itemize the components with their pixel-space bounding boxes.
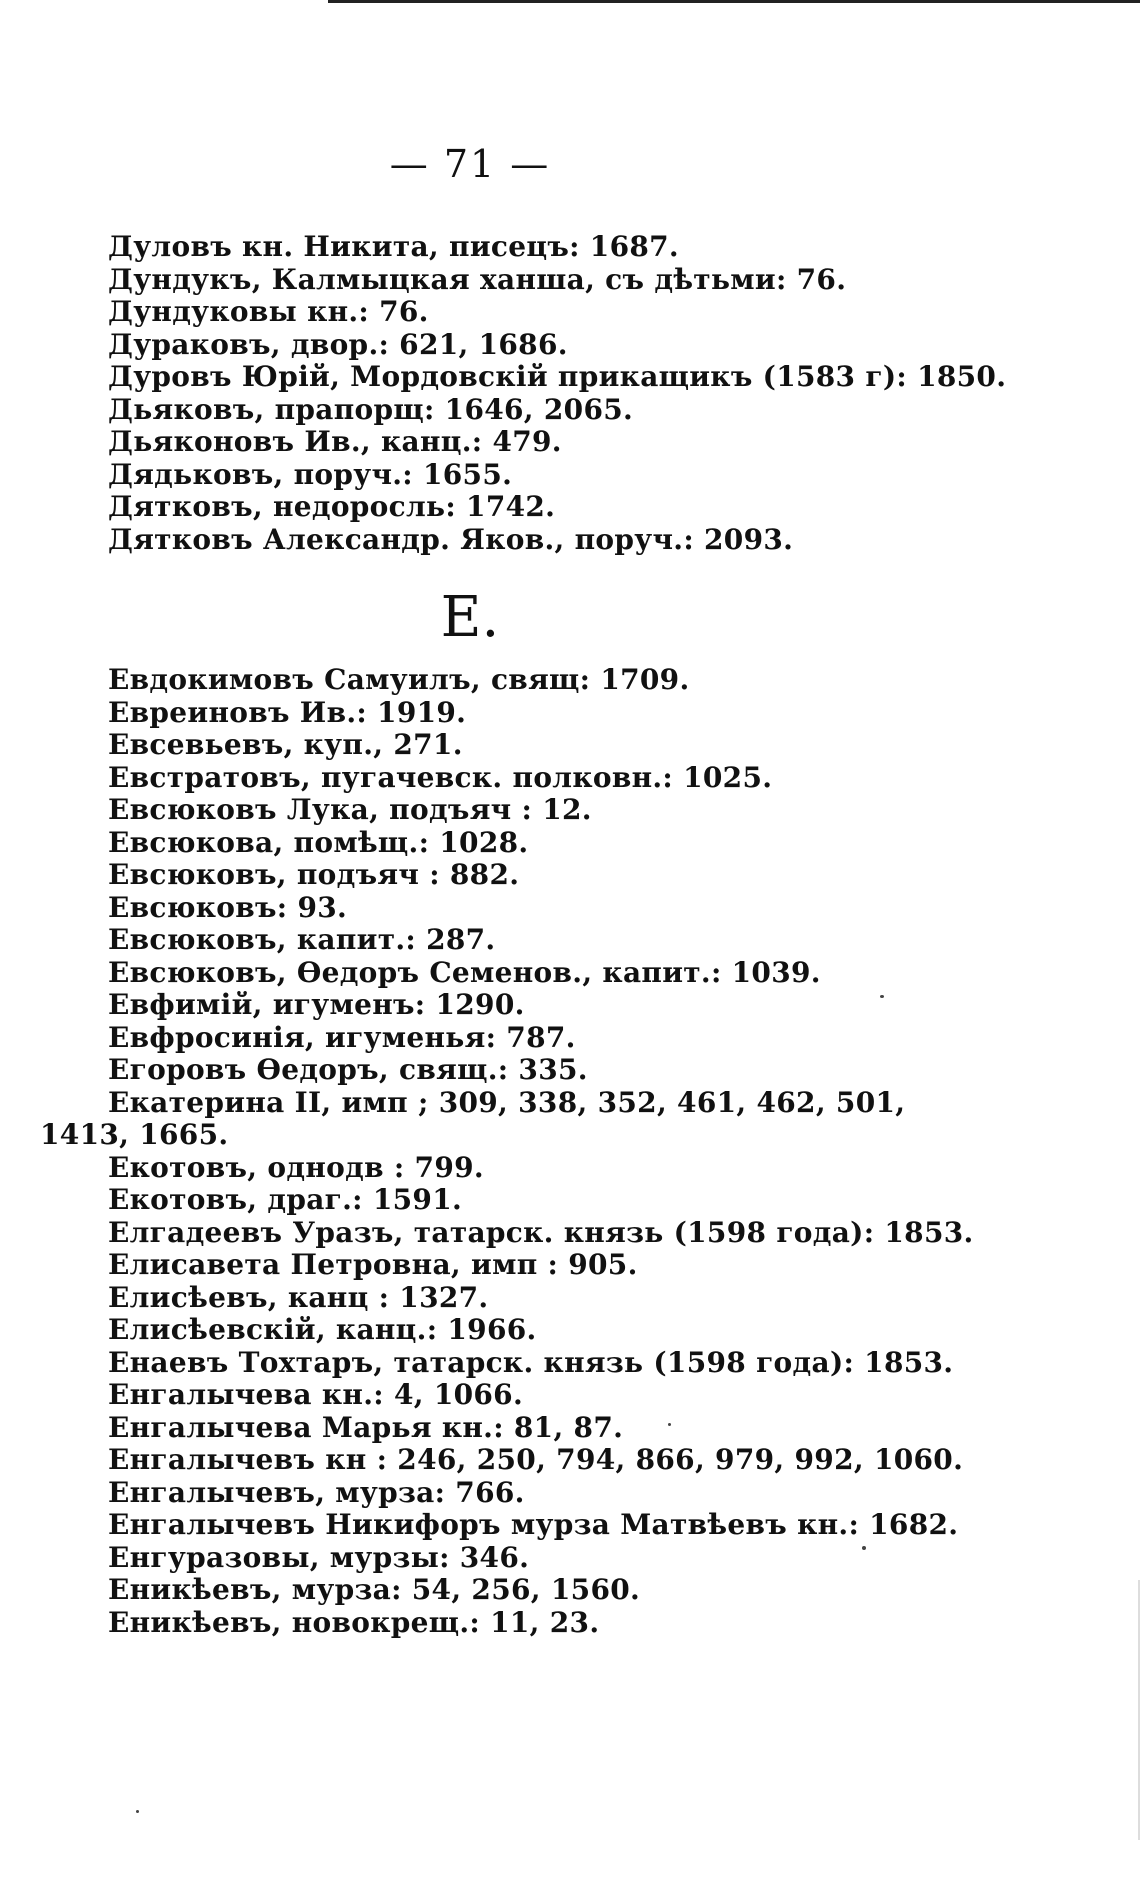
index-entry: Екатерина II, имп ; 309, 338, 352, 461, 462, 501, [108,1086,906,1119]
index-entry: Евдокимовъ Самуилъ, свящ: 1709. [108,663,690,696]
index-entry: Евсюкова, помѣщ.: 1028. [108,826,529,859]
scan-speck [862,1546,866,1550]
index-entry: Евсюковъ, капит.: 287. [108,923,496,956]
index-entry: Енгалычева кн.: 4, 1066. [108,1378,524,1411]
index-entry: Екотовъ, драг.: 1591. [108,1183,463,1216]
index-entry: Екотовъ, однодв : 799. [108,1151,484,1184]
index-entry: Евсевьевъ, куп., 271. [108,728,463,761]
index-entry: Енгалычевъ кн : 246, 250, 794, 866, 979, 992, 1060. [108,1443,964,1476]
page-number: — 71 — [389,142,551,186]
index-entry: Елисавета Петровна, имп : 905. [108,1248,638,1281]
index-entry: Евфимій, игуменъ: 1290. [108,988,525,1021]
index-entry: Евсюковъ: 93. [108,891,348,924]
index-entry: Енгалычевъ Никифоръ мурза Матвѣевъ кн.: 1682. [108,1508,959,1541]
index-entry: Евсюковъ Лука, подъяч : 12. [108,793,592,826]
section-letter: Е. [440,585,500,650]
top-rule [328,0,1140,3]
index-entry: Енгалычева Марья кн.: 81, 87. [108,1411,624,1444]
index-entry: Дядьковъ, поруч.: 1655. [108,458,513,491]
index-entry: Дундукъ, Калмыцкая ханша, съ дѣтьми: 76. [108,263,847,296]
index-entry: Елисѣевскій, канц.: 1966. [108,1313,537,1346]
index-entry: Евфросинія, игуменья: 787. [108,1021,576,1054]
index-entry: Дундуковы кн.: 76. [108,295,429,328]
index-entry: Евсюковъ, подъяч : 882. [108,858,520,891]
scan-speck [880,995,884,998]
index-entry: Дятковъ, недоросль: 1742. [108,490,556,523]
index-entry: Евстратовъ, пугачевск. полковн.: 1025. [108,761,773,794]
index-entry: Дьяконовъ Ив., канц.: 479. [108,425,562,458]
index-entry: Дуровъ Юрій, Мордовскій прикащикъ (1583 г): 1850. [108,360,1007,393]
index-entry: Енгалычевъ, мурза: 766. [108,1476,525,1509]
index-entry: Енаевъ Тохтаръ, татарск. князь (1598 года): 1853. [108,1346,954,1379]
index-entry: Евреиновъ Ив.: 1919. [108,696,467,729]
index-entry-continuation: 1413, 1665. [40,1118,229,1151]
index-entry: Елгадеевъ Уразъ, татарск. князь (1598 года): 1853. [108,1216,974,1249]
index-entry: Дьяковъ, прапорщ: 1646, 2065. [108,393,634,426]
scan-speck [668,1423,671,1426]
index-entry: Дураковъ, двор.: 621, 1686. [108,328,568,361]
index-entry: Дуловъ кн. Никита, писецъ: 1687. [108,230,679,263]
index-entry: Еникѣевъ, новокрещ.: 11, 23. [108,1606,600,1639]
scan-speck [136,1810,139,1813]
index-entry: Енгуразовы, мурзы: 346. [108,1541,530,1574]
index-entry: Дятковъ Александр. Яков., поруч.: 2093. [108,523,794,556]
index-entry: Еникѣевъ, мурза: 54, 256, 1560. [108,1573,641,1606]
index-entry: Евсюковъ, Өедоръ Семенов., капит.: 1039. [108,956,821,989]
index-entry: Елисѣевъ, канц : 1327. [108,1281,489,1314]
index-entry: Егоровъ Өедоръ, свящ.: 335. [108,1053,588,1086]
